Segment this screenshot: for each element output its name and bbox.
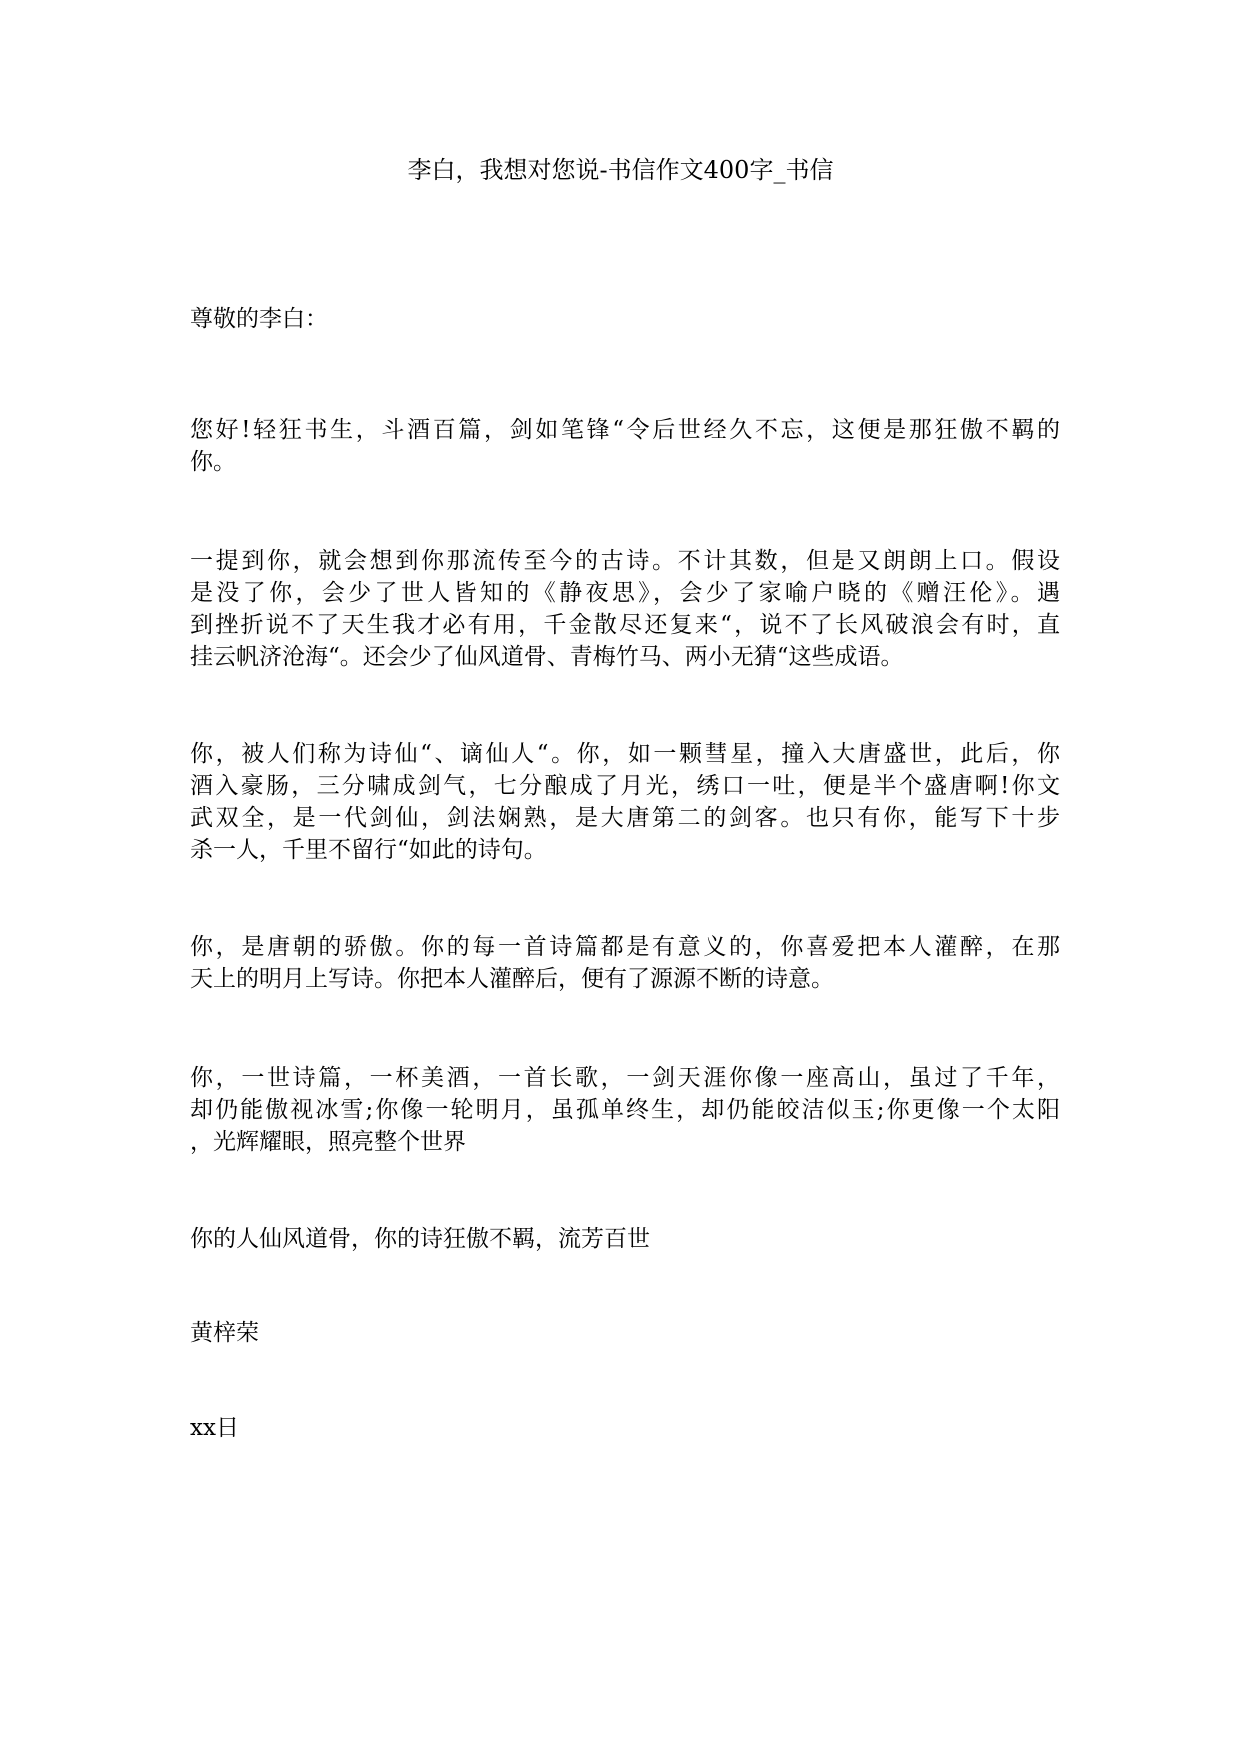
paragraph-2 [190,545,1060,673]
paragraph-line: 挂云帆济沧海“。还会少了仙风道骨、青梅竹马、两小无猜“这些成语。 [190,644,904,670]
paragraph-line: 却仍能傲视冰雪;你像一轮明月，虽孤单终生，却仍能皎洁似玉;你更像一个太阳 [190,1097,1060,1123]
paragraph-line: 你，一世诗篇，一杯美酒，一首长歌，一剑天涯你像一座高山，虽过了千年， [190,1065,1060,1091]
date [190,1412,1060,1444]
document-title: 李白，我想对您说-书信作文400字_书信 [407,156,834,184]
greeting [190,303,1060,335]
paragraph-line: 一提到你，就会想到你那流传至今的古诗。不计其数，但是又朗朗上口。假设 [190,548,1060,574]
paragraph-line: 你，是唐朝的骄傲。你的每一首诗篇都是有意义的，你喜爱把本人灌醉，在那 [190,934,1060,960]
paragraph-4 [190,931,1060,995]
paragraph-line: 酒入豪肠，三分啸成剑气，七分酿成了月光，绣口一吐，便是半个盛唐啊!你文 [190,773,1060,799]
paragraph-6 [190,1223,1060,1255]
paragraph-1 [190,414,1060,478]
paragraph-line: 你。 [190,449,236,475]
paragraph-line: 到挫折说不了天生我才必有用，千金散尽还复来“，说不了长风破浪会有时，直 [190,612,1060,638]
paragraph-line: 武双全，是一代剑仙，剑法娴熟，是大唐第二的剑客。也只有你，能写下十步 [190,805,1060,831]
paragraph-line: 您好!轻狂书生，斗酒百篇，剑如笔锋“令后世经久不忘，这便是那狂傲不羁的 [190,417,1060,443]
paragraph-5 [190,1062,1060,1158]
paragraph-3 [190,738,1060,866]
paragraph-line: 是没了你，会少了世人皆知的《静夜思》，会少了家喻户晓的《赠汪伦》。遇 [190,580,1060,606]
signature-text: 黄梓荣 [190,1320,259,1346]
paragraph-line: ，光辉耀眼，照亮整个世界 [190,1129,466,1155]
signature [190,1317,1060,1349]
paragraph-line: 你的人仙风道骨，你的诗狂傲不羁，流芳百世 [190,1226,650,1252]
greeting-text: 尊敬的李白： [190,306,328,332]
paragraph-line: 杀一人，千里不留行“如此的诗句。 [190,837,547,863]
paragraph-line: 天上的明月上写诗。你把本人灌醉后，便有了源源不断的诗意。 [190,966,834,992]
paragraph-line: 你，被人们称为诗仙“、谪仙人“。你，如一颗彗星，撞入大唐盛世，此后，你 [190,741,1060,767]
date-text: xx日 [190,1415,239,1441]
